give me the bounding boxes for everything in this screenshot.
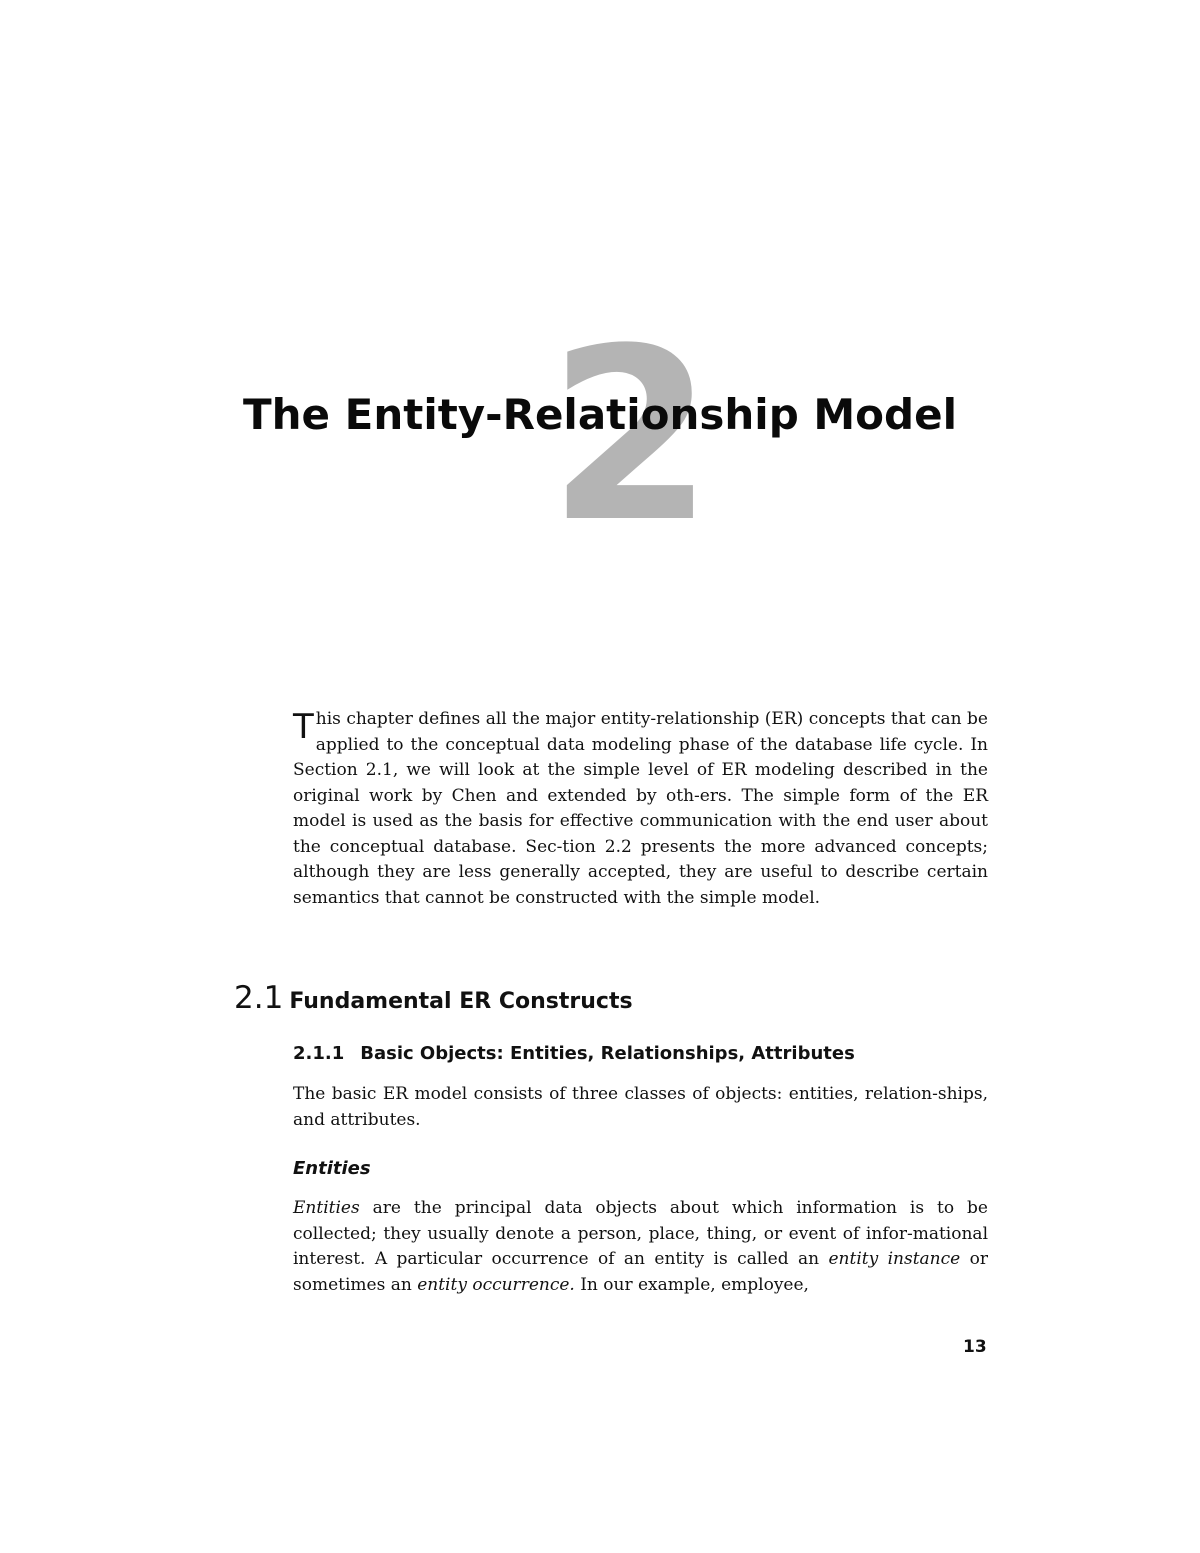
entities-paragraph <box>293 1196 988 1298</box>
intro-paragraph <box>293 707 988 911</box>
section-title: Fundamental ER Constructs <box>289 989 633 1014</box>
entities-text-3: In our example, employee, <box>574 1274 809 1295</box>
term-entities: Entities <box>293 1198 360 1218</box>
drop-cap: T <box>293 707 314 747</box>
section-number: 2.1 <box>234 980 284 1016</box>
entities-text-2: or sometimes an <box>293 1249 988 1295</box>
intro-text: his chapter defines all the major entity-relationship (ER) concepts that can be applied to the conceptual data modeling phase of the database life cycle. In Section 2.1, we will look at the simple level of ER modeling described in the original work by Chen and extended by oth-ers. The simple form of the ER model is used as the basis for effective communication with the end user about the conceptual database. Sec-tion 2.2 presents the more advanced concepts; although they are less generally accepted, they are useful to describe certain semantics that cannot be constructed with the simple model. <box>293 709 988 908</box>
subsection-title: Basic Objects: Entities, Relationships, Attributes <box>360 1043 855 1064</box>
entities-text-1: are the principal data objects about which information is to be collected; they usually denote a person, place, thing, or event of infor-mational interest. A particular occurrence of an entity is called an <box>293 1198 988 1269</box>
subsection-number: 2.1.1 <box>293 1043 345 1064</box>
page-number: 13 <box>963 1337 987 1357</box>
section-heading <box>234 980 633 1016</box>
subsection-heading <box>293 1043 855 1064</box>
term-entity-instance: entity instance <box>828 1249 961 1269</box>
chapter-number: 2 <box>548 298 714 575</box>
term-entity-occurrence: entity occurrence. <box>417 1274 575 1295</box>
entities-heading: Entities <box>293 1158 371 1179</box>
chapter-title: The Entity-Relationship Model <box>243 390 957 439</box>
basic-objects-paragraph: The basic ER model consists of three classes of objects: entities, relation-ships, and attributes. <box>293 1084 988 1130</box>
